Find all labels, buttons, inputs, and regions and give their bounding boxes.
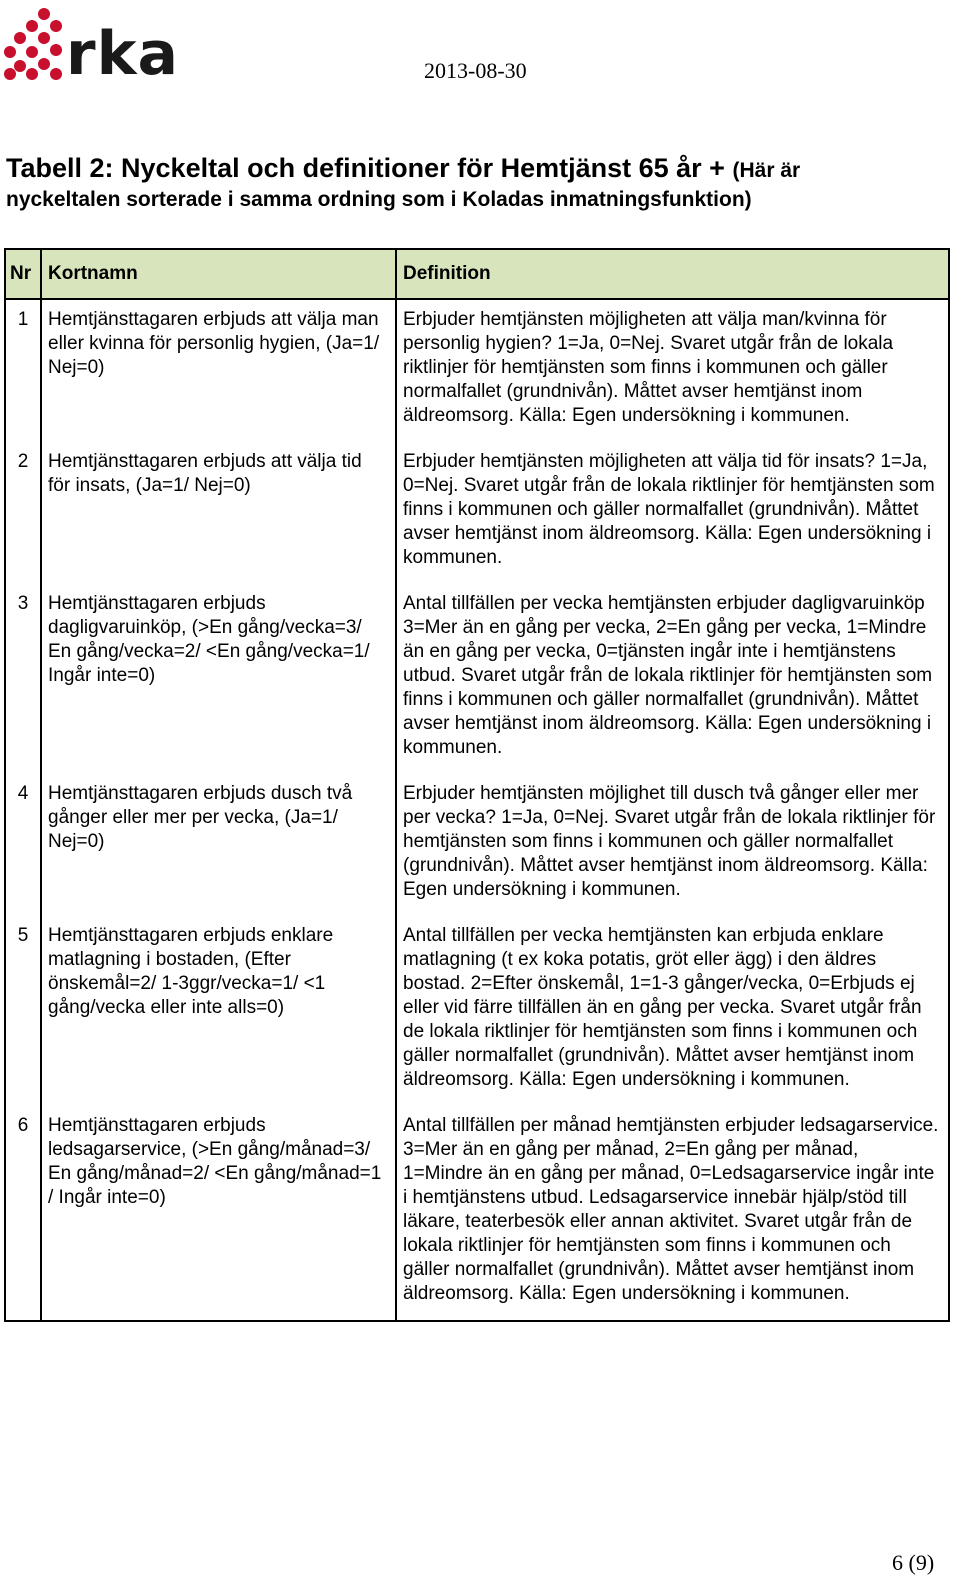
document-date: 2013-08-30: [424, 58, 527, 83]
row-kortnamn: Hemtjänsttagaren erbjuds att välja tid för insats, (Ja=1/ Nej=0): [41, 442, 396, 584]
page-title: [6, 152, 946, 213]
logo-dots-icon: [4, 8, 68, 88]
logo-text: rka: [66, 19, 179, 89]
title-sub-part2: nyckeltalen sorterade i samma ordning som i Koladas inmatningsfunktion): [6, 188, 752, 211]
header-definition: Definition: [396, 249, 949, 299]
row-nr: 6: [5, 1106, 41, 1321]
table-row: [5, 442, 949, 584]
row-kortnamn: Hemtjänsttagaren erbjuds dusch två gånger eller mer per vecka, (Ja=1/ Nej=0): [41, 774, 396, 916]
row-definition: Erbjuder hemtjänsten möjligheten att välja man/kvinna för personlig hygien? 1=Ja, 0=Nej. Svaret utgår från de lokala riktlinjer för hemtjänsten som finns i kommunen och gäller normalfallet (grundnivån). Måttet avser hemtjänst inom äldreomsorg. Källa: Egen undersökning i kommunen.: [396, 299, 949, 442]
row-definition: Antal tillfällen per vecka hemtjänsten kan erbjuda enklare matlagning (t ex koka potatis, gröt eller ägg) i den äldres bostad. 2=Efter önskemål, 1=1-3 gånger/vecka, 0=Erbjuds ej eller vid färre tillfällen än en gång per vecka. Svaret utgår från de lokala riktlinjer för hemtjänsten som finns i kommunen och gäller normalfallet (grundnivån). Måttet avser hemtjänst inom äldreomsorg. Källa: Egen undersökning i kommunen.: [396, 916, 949, 1106]
header-nr: Nr: [5, 249, 41, 299]
title-sub-part1: (Här är: [732, 159, 801, 182]
table-row: [5, 774, 949, 916]
header-kortnamn: Kortnamn: [41, 249, 396, 299]
row-nr: 1: [5, 299, 41, 442]
row-definition: Erbjuder hemtjänsten möjligheten att välja tid för insats? 1=Ja, 0=Nej. Svaret utgår från de lokala riktlinjer för hemtjänsten som finns i kommunen och gäller normalfallet (grundnivån). Måttet avser hemtjänst inom äldreomsorg. Källa: Egen undersökning i kommunen.: [396, 442, 949, 584]
row-nr: 4: [5, 774, 41, 916]
row-kortnamn: Hemtjänsttagaren erbjuds ledsagarservice, (>En gång/månad=3/ En gång/månad=2/ <En gång/månad=1 / Ingår inte=0): [41, 1106, 396, 1321]
row-definition: Antal tillfällen per månad hemtjänsten erbjuder ledsagarservice. 3=Mer än en gång per månad, 2=En gång per månad, 1=Mindre än en gång per månad, 0=Ledsagarservice ingår inte i hemtjänstens utbud. Ledsagarservice innebär hjälp/stöd till läkare, teaterbesök eller annan aktivitet. Svaret utgår från de lokala riktlinjer för hemtjänsten som finns i kommunen och gäller normalfallet (grundnivån). Måttet avser hemtjänst inom äldreomsorg. Källa: Egen undersökning i kommunen.: [396, 1106, 949, 1321]
table-row: [5, 916, 949, 1106]
title-main: Tabell 2: Nyckeltal och definitioner för Hemtjänst 65 år +: [6, 153, 725, 183]
page-number: 6 (9): [892, 1550, 935, 1575]
logo: [4, 8, 179, 89]
table-header-row: [5, 249, 949, 299]
table-row: [5, 584, 949, 774]
row-kortnamn: Hemtjänsttagaren erbjuds dagligvaruinköp, (>En gång/vecka=3/ En gång/vecka=2/ <En gång/vecka=1/ Ingår inte=0): [41, 584, 396, 774]
row-kortnamn: Hemtjänsttagaren erbjuds enklare matlagning i bostaden, (Efter önskemål=2/ 1-3ggr/vecka=1/ <1 gång/vecka eller inte alls=0): [41, 916, 396, 1106]
row-definition: Antal tillfällen per vecka hemtjänsten erbjuder dagligvaruinköp 3=Mer än en gång per vecka, 2=En gång per vecka, 1=Mindre än en gång per vecka, 0=tjänsten ingår inte i hemtjänstens utbud. Svaret utgår från de lokala riktlinjer för hemtjänsten som finns i kommunen och gäller normalfallet (grundnivån). Måttet avser hemtjänst inom äldreomsorg. Källa: Egen undersökning i kommunen.: [396, 584, 949, 774]
row-kortnamn: Hemtjänsttagaren erbjuds att välja man eller kvinna för personlig hygien, (Ja=1/ Nej=0): [41, 299, 396, 442]
row-nr: 3: [5, 584, 41, 774]
indicator-table: [4, 248, 950, 1322]
table-row: [5, 299, 949, 442]
row-nr: 2: [5, 442, 41, 584]
row-nr: 5: [5, 916, 41, 1106]
row-definition: Erbjuder hemtjänsten möjlighet till dusch två gånger eller mer per vecka? 1=Ja, 0=Nej. Svaret utgår från de lokala riktlinjer för hemtjänsten som finns i kommunen och gäller normalfallet (grundnivån). Måttet avser hemtjänst inom äldreomsorg. Källa: Egen undersökning i kommunen.: [396, 774, 949, 916]
table-row: [5, 1106, 949, 1321]
